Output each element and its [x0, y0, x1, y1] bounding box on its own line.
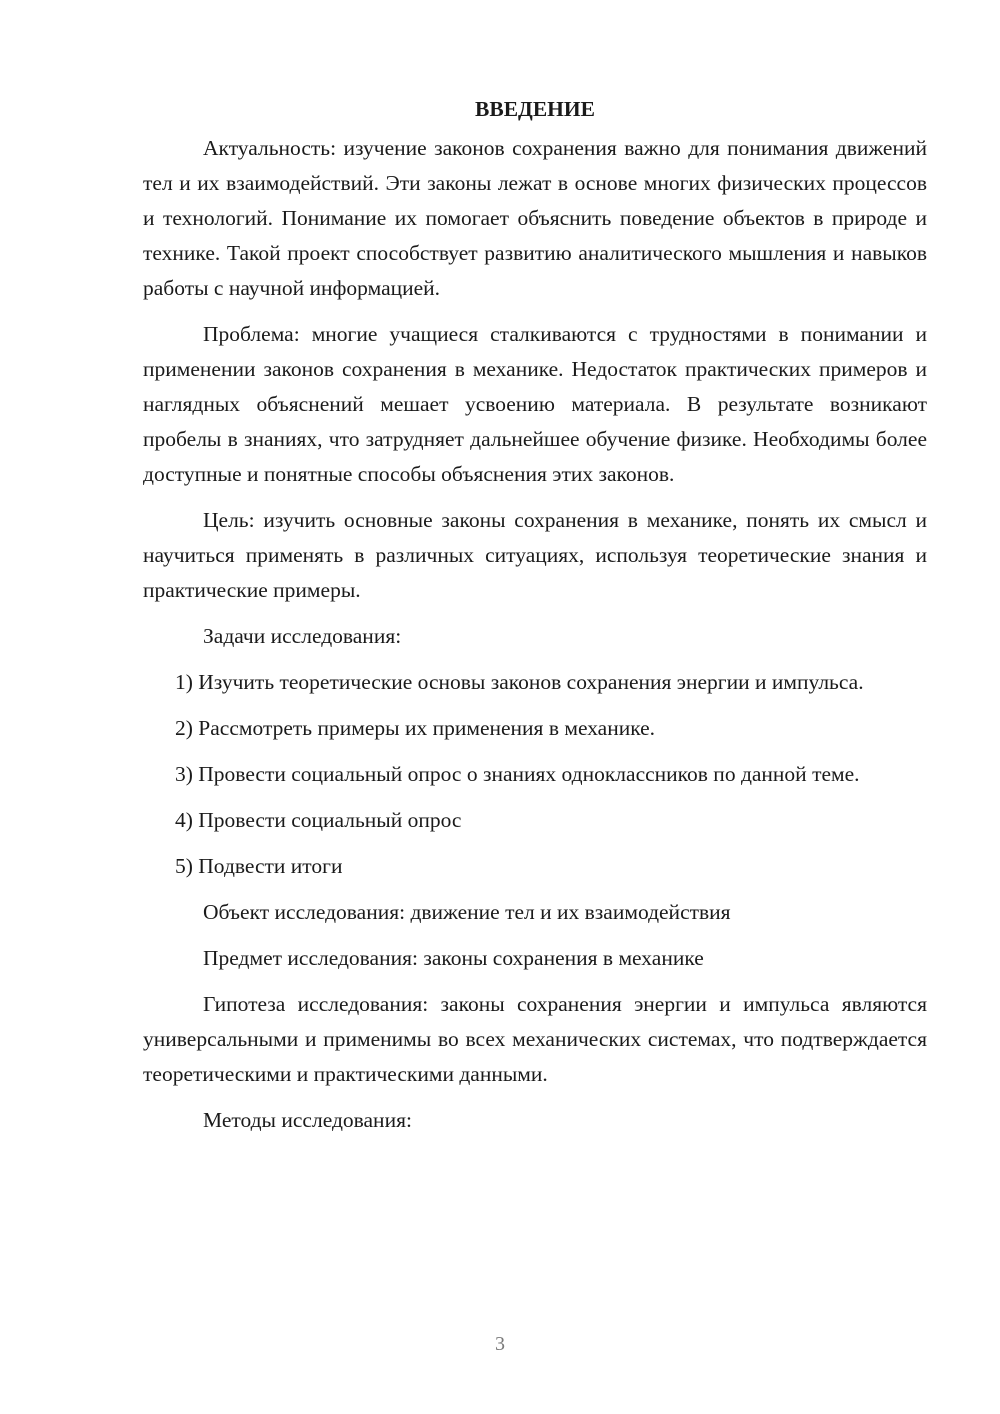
problem-paragraph: Проблема: многие учащиеся сталкиваются с трудностями в понимании и применении законов сохранения в механике. Недостаток практических примеров и наглядных объяснений мешает усвоению материала. В результате возникают пробелы в знаниях, что затрудняет дальнейшее обучение физике. Необходимы более доступные и понятные способы объяснения этих законов.: [143, 322, 927, 486]
page-title: ВВЕДЕНИЕ: [475, 97, 595, 121]
tasks-heading: Задачи исследования:: [203, 624, 402, 648]
hypothesis-paragraph: Гипотеза исследования: законы сохранения энергии и импульса являются универсальными и применимы во всех механических системах, что подтверждается теоретическими и практическими данными.: [143, 992, 927, 1086]
task-item-1: 1) Изучить теоретические основы законов сохранения энергии и импульса.: [175, 670, 864, 694]
task-item-5: 5) Подвести итоги: [175, 854, 343, 878]
task-item-4: 4) Провести социальный опрос: [175, 808, 462, 832]
task-item-2: 2) Рассмотреть примеры их применения в механике.: [175, 716, 656, 740]
goal-paragraph: Цель: изучить основные законы сохранения в механике, понять их смысл и научиться применять в различных ситуациях, используя теоретические знания и практические примеры.: [143, 508, 927, 602]
task-item-3: 3) Провести социальный опрос о знаниях одноклассников по данной теме.: [175, 762, 860, 786]
methods-paragraph: Методы исследования:: [203, 1108, 412, 1132]
subject-paragraph: Предмет исследования: законы сохранения в механике: [203, 946, 704, 970]
object-paragraph: Объект исследования: движение тел и их взаимодействия: [203, 900, 731, 924]
page-number: 3: [495, 1333, 505, 1355]
relevance-paragraph: Актуальность: изучение законов сохранения важно для понимания движений тел и их взаимодействий. Эти законы лежат в основе многих физических процессов и технологий. Понимание их помогает объяснить поведение объектов в природе и технике. Такой проект способствует развитию аналитического мышления и навыков работы с научной информацией.: [143, 136, 927, 300]
page-content: [143, 92, 927, 1149]
